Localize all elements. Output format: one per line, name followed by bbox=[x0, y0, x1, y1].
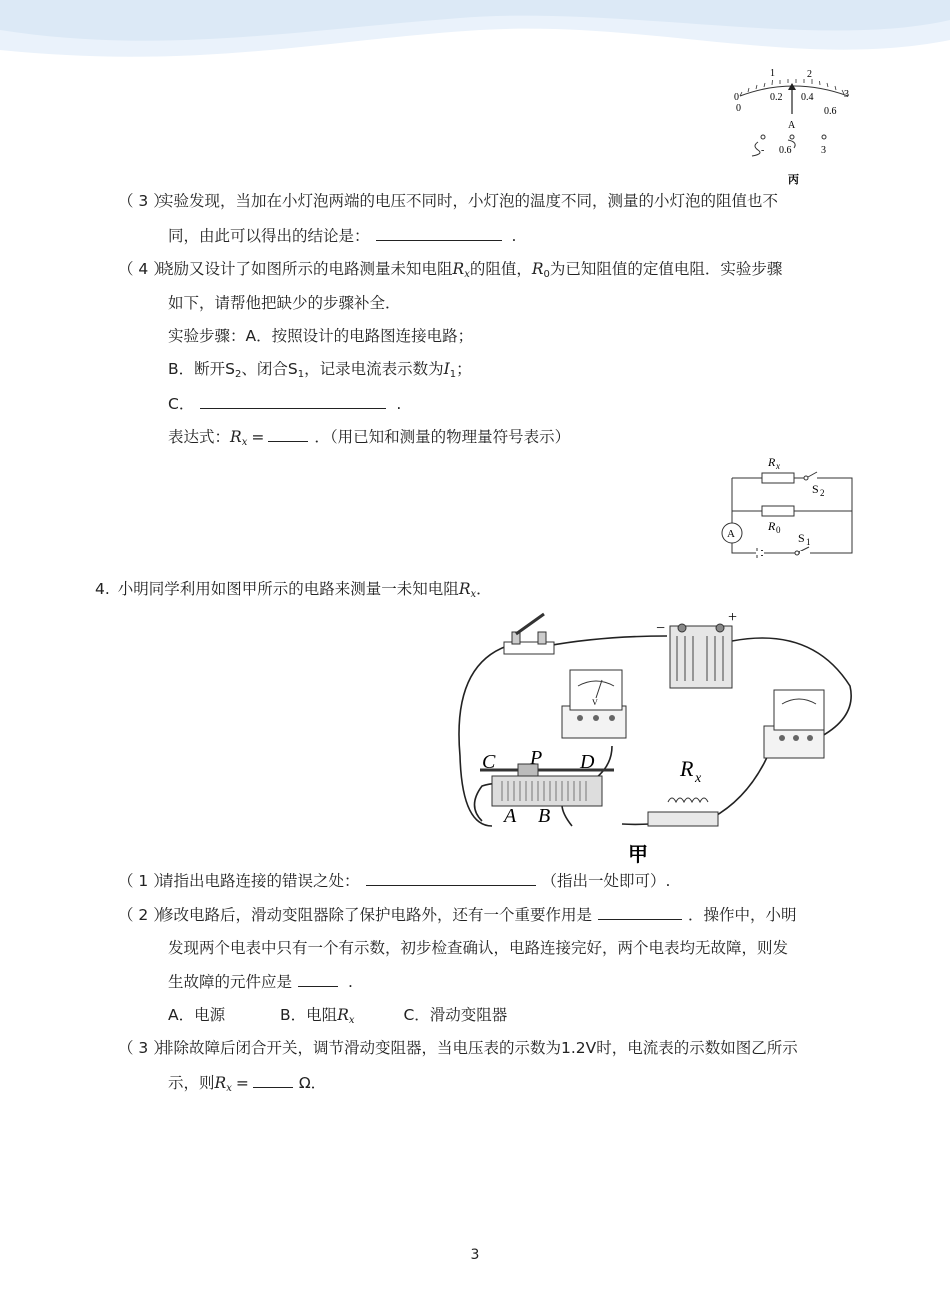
battery-plus: + bbox=[728, 609, 738, 626]
svg-text:x: x bbox=[776, 461, 780, 471]
answer-blank[interactable] bbox=[376, 224, 502, 241]
scale-top-3: 3 bbox=[844, 89, 849, 100]
q4-line2: 如下，请帮他把缺少的步骤补全． bbox=[168, 294, 401, 312]
terminal-06: 0.6 bbox=[779, 145, 792, 156]
page-number: 3 bbox=[470, 1247, 480, 1263]
ammeter-icon bbox=[764, 690, 824, 758]
svg-text:V: V bbox=[592, 698, 598, 707]
q4-expression: 表达式：$R_x$ = ．（用已知和测量的物理量符号表示） bbox=[168, 425, 570, 454]
label-P: P bbox=[530, 747, 543, 769]
ammeter-letter: A bbox=[727, 528, 735, 540]
label-C: C bbox=[482, 751, 496, 773]
option-b[interactable]: B．电阻$R_x$ bbox=[280, 1006, 355, 1026]
q3-line2: 同，由此可以得出的结论是： . bbox=[168, 224, 516, 247]
scale-bottom-02: 0.2 bbox=[770, 92, 783, 103]
label-B: B bbox=[538, 805, 551, 827]
q4-step-a: 实验步骤：A．按照设计的电路图连接电路； bbox=[168, 327, 474, 345]
label-Rx-sub: x bbox=[695, 771, 702, 786]
p2-line1: （ 2 ）修改电路后，滑动变阻器除了保护电路外，还有一个重要作用是 ．操作中，小明 bbox=[118, 903, 797, 926]
answer-blank[interactable] bbox=[200, 392, 386, 409]
battery-minus: − bbox=[656, 620, 666, 637]
label-Rx: R bbox=[680, 756, 694, 781]
scale-top-2: 2 bbox=[807, 69, 812, 80]
svg-text:0: 0 bbox=[776, 525, 781, 535]
p2-line3: 生故障的元件应是 . bbox=[168, 970, 353, 993]
p3-line2: 示，则$R_x = \Omega$． bbox=[168, 1071, 326, 1100]
q4-step-b: B．断开$S_2$、闭合$S_1$，记录电流表示数为$I_1$； bbox=[168, 360, 472, 380]
caption-bing: 丙 bbox=[788, 174, 799, 186]
p2-line2: 发现两个电表中只有一个有示数，初步检查确认，电路连接完好，两个电表均无故障，则发 bbox=[168, 939, 789, 957]
meter-letter: A bbox=[788, 120, 796, 131]
scale-bottom-06: 0.6 bbox=[824, 106, 837, 117]
p2-options bbox=[168, 1004, 507, 1032]
svg-text:1: 1 bbox=[806, 537, 811, 547]
answer-blank[interactable] bbox=[253, 1071, 293, 1088]
resistor-rx-icon bbox=[648, 798, 718, 826]
scale-top-1: 1 bbox=[770, 68, 775, 79]
scale-top-0: 0 bbox=[734, 92, 739, 103]
q3-line1: （ 3 ）实验发现，当加在小灯泡两端的电压不同时，小灯泡的温度不同，测量的小灯泡的阻值也不 bbox=[118, 192, 779, 210]
ammeter-figure-bing bbox=[728, 64, 863, 189]
answer-blank[interactable] bbox=[366, 869, 536, 886]
problem4-stem: 4. 小明同学利用如图甲所示的电路来测量一未知电阻$R_x$． bbox=[95, 580, 492, 600]
p3-line1: （ 3 ）排除故障后闭合开关，调节滑动变阻器，当电压表的示数为1.2V时，电流表的示数如图乙所示 bbox=[118, 1039, 798, 1057]
terminal-minus: - bbox=[761, 145, 765, 156]
s2-label: S bbox=[812, 482, 819, 496]
scale-bottom-04: 0.4 bbox=[801, 92, 814, 103]
option-c[interactable]: C．滑动变阻器 bbox=[403, 1006, 508, 1024]
p1: （ 1 ）请指出电路连接的错误之处： （指出一处即可）. bbox=[118, 869, 670, 892]
rx-label: R bbox=[768, 455, 776, 469]
s1-label: S bbox=[798, 531, 805, 545]
physical-circuit-jia bbox=[452, 606, 860, 868]
r0-label: R bbox=[768, 519, 776, 533]
terminal-3: 3 bbox=[821, 145, 826, 156]
svg-text:2: 2 bbox=[820, 488, 825, 498]
q4-line1: （ 4 ）晓励又设计了如图所示的电路测量未知电阻$R_x$的阻值，$R_0$为已知阻值的定值电阻．实验步骤 bbox=[118, 260, 783, 280]
answer-blank[interactable] bbox=[268, 425, 308, 442]
caption-jia: 甲 bbox=[628, 844, 648, 866]
battery-icon bbox=[670, 624, 732, 688]
answer-blank[interactable] bbox=[298, 970, 338, 987]
header-wave bbox=[0, 0, 950, 70]
option-a[interactable]: A．电源 bbox=[168, 1006, 226, 1024]
circuit-diagram bbox=[712, 448, 862, 560]
q4-step-c: C． . bbox=[168, 392, 401, 415]
label-D: D bbox=[580, 751, 595, 773]
switch-icon bbox=[504, 614, 554, 654]
voltmeter-icon bbox=[562, 670, 626, 738]
label-A: A bbox=[504, 805, 517, 827]
answer-blank[interactable] bbox=[598, 903, 682, 920]
scale-bottom-0: 0 bbox=[736, 103, 741, 114]
